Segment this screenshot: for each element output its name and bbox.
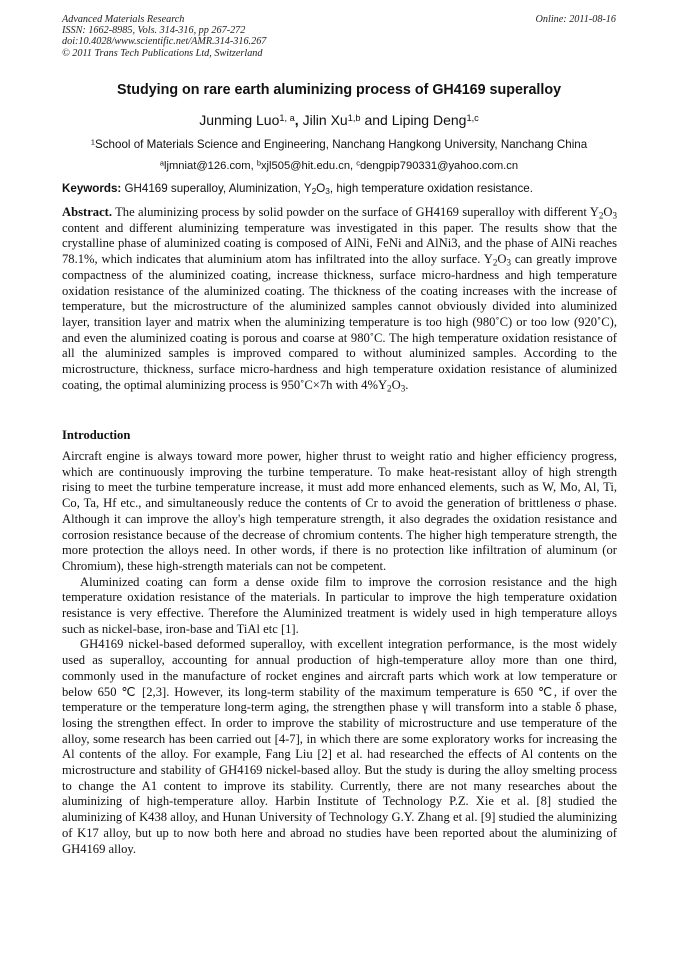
introduction-heading: Introduction — [62, 428, 131, 442]
abstract-sub: 3 — [612, 210, 617, 221]
email-sep: , — [250, 160, 257, 172]
email-sup: a — [159, 158, 164, 168]
intro-paragraph: Aluminized coating can form a dense oxide film to improve the corrosion resistance and the high temperature oxidation resistance of the materials. In particular to improve the high temperature oxidation resistance is very effective. Therefore the Aluminized treatment is widely used in high temperature alloys such as nickel-base, iron-base and TiAl etc [1]. — [62, 574, 617, 636]
journal-name: Advanced Materials Research — [62, 14, 185, 25]
abstract-sub: 2 — [387, 383, 392, 393]
author-sep: and — [360, 112, 392, 128]
author-name: Liping Deng — [391, 112, 467, 128]
paper-title: Studying on rare earth aluminizing process of GH4169 superalloy — [116, 82, 562, 98]
intro-paragraph: Aircraft engine is always toward more power, higher thrust to weight ratio and higher efficiency progress, which are continuously improving the turbine temperature. To make heat-resistant alloy of high strength rising to meet the turbine temperature increase, it must add more enhanced elements, such as W, Mo, Al, Ti, Co, Ta, Hf etc., and simultaneously reduce the contents of Cr to avoid the generation of brittleness σ phase. Although it can improve the alloy's high temperature strength, it also degrades the oxidation resistance and corrosion resistance because of the decrease of chromium contents. The higher high temperature strength, the more protection the alloys need. In other words, if there is no protection like infiltration of aluminum (or Chromium), these high-strength materials can not be competent. — [62, 449, 617, 573]
author-list — [62, 112, 616, 128]
abstract-text: . — [405, 377, 409, 392]
abstract-text: content and different aluminizing temperature was investigated in this paper. The results show that the crystalline phase of aluminized coating is composed of AlNi, FeNi and AlNi3, and the phase of AlNi reaches 78.1%, which indicates that aluminium atom has infiltrated into the alloy surface. Y — [62, 220, 617, 267]
keywords-text: O — [316, 182, 326, 195]
keywords-label: Keywords: — [62, 182, 122, 195]
author-name: Jilin Xu — [302, 112, 348, 128]
issn-line: ISSN: 1662-8985, Vols. 314-316, pp 267-272 — [62, 25, 246, 37]
online-date: Online: 2011-08-16 — [535, 14, 616, 25]
abstract-text: O — [603, 205, 613, 219]
email-sup: c — [356, 158, 360, 168]
author-sup: 1,b — [347, 112, 361, 123]
abstract-sub: 2 — [598, 210, 604, 221]
abstract-text: O — [497, 252, 507, 267]
email-link[interactable]: ljmniat@126.com — [164, 160, 251, 172]
introduction-body — [62, 449, 617, 857]
abstract-text: can greatly improve compactness of the aluminized coating, increase thickness, surface micro-hardness and high temperature oxidation resistance of the aluminized coating. The thickness of the coating increases with the increase of temperature, but the microstructure of the aluminized samples cannot obviously divided into aluminized layer, transition layer and matrix when the aluminizing temperature is too high (980˚C) or too low (920˚C), and even the aluminized coating is porous and coarse at 980˚C. The high temperature oxidation resistance of all the aluminized samples is improved compared to without aluminized samples. According to the microstructure, thickness, surface micro-hardness and high temperature oxidation resistance of aluminized coating, the optimal aluminizing process is 950˚C×7h with 4%Y — [62, 252, 617, 392]
intro-paragraph: GH4169 nickel-based deformed superalloy, with excellent integration performance, is the most widely used as superalloy, accounting for annual production of high-temperature alloy more than one third, commonly used in the manufacture of rocket engines and aircraft parts which work at low temperature or below 650 ℃ [2,3]. However, its long-term stability of the maximum temperature is 650 ℃, if over the temperature or the temperature long-term aging, the strengthen phase γ will transform into a stable δ phase, losing the strengthen effect. In order to improve the stability of microstructure and use temperature of the alloy, some research has been carried out [4-7], in which there are some exploratory works for increasing the Al contents of the alloy. For example, Fang Liu [2] et al. had researched the effects of Al contents on the microstructure and stability of GH4169 nickel-based alloy. But the study is during the alloy smelting process to change the A1 content to improve its stability. Currently, there are not many researches about the aluminizing of high-temperature alloy. Harbin Institute of Technology P.Z. Xie et al. [8] studied the aluminizing of K438 alloy, and Hunan University of Technology G.Y. Zhang et al. [9] studied the aluminizing of K17 alloy, but up to now both here and abroad no studies have been reported about the aluminizing of GH4169 alloy. — [62, 637, 617, 856]
abstract-text: O — [391, 377, 401, 392]
abstract-text: The aluminizing process by solid powder on the surface of GH4169 superalloy with different Y — [112, 205, 599, 219]
keywords — [62, 182, 616, 195]
author-name: Junming Luo — [199, 112, 280, 128]
abstract — [62, 205, 617, 393]
author-sup: 1, a — [279, 112, 295, 123]
keywords-sub: 3 — [325, 186, 330, 197]
email-sep: , — [350, 160, 357, 172]
doi-line[interactable]: doi:10.4028/www.scientific.net/AMR.314-316.267 — [62, 36, 267, 48]
author-sup: 1,c — [466, 112, 479, 123]
copyright-line: © 2011 Trans Tech Publications Ltd, Switzerland — [62, 47, 263, 59]
abstract-sub: 3 — [400, 383, 406, 393]
abstract-paragraph — [62, 205, 617, 393]
affiliation-sup: 1 — [90, 137, 96, 147]
abstract-sub: 3 — [506, 257, 512, 268]
email-link[interactable]: dengpip790331@yahoo.com.cn — [359, 160, 519, 172]
keywords-text: GH4169 superalloy, Aluminization, Y — [121, 182, 312, 195]
affiliation-text: School of Materials Science and Engineering, Nanchang Hangkong University, Nanchang China — [95, 138, 588, 151]
email-sup: b — [256, 158, 261, 168]
affiliation — [62, 138, 616, 151]
journal-header — [62, 14, 616, 59]
email-list — [62, 160, 616, 172]
email-link[interactable]: xjl505@hit.edu.cn — [260, 160, 351, 172]
keywords-text: , high temperature oxidation resistance. — [329, 182, 533, 195]
author-sep: , — [294, 112, 303, 128]
abstract-label: Abstract. — [62, 205, 113, 219]
keywords-sub: 2 — [311, 186, 317, 197]
abstract-sub: 2 — [492, 257, 498, 268]
